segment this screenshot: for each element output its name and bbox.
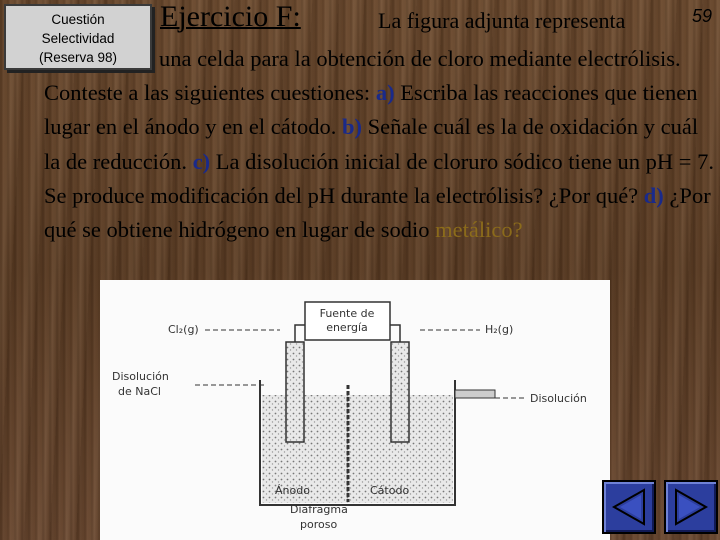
text-part-2: Escriba las reacciones que tienen lugar en el ánodo y en el cátodo. xyxy=(44,80,698,140)
next-slide-button[interactable] xyxy=(664,480,718,534)
label-d: d) xyxy=(643,182,664,208)
electrolysis-diagram xyxy=(100,280,610,540)
outlet-pipe xyxy=(455,390,495,398)
question-text xyxy=(44,42,714,247)
solution-right-label: Disolución xyxy=(530,392,587,405)
text-part-6: metálico? xyxy=(435,217,523,243)
badge-line-2: Selectividad xyxy=(41,31,115,46)
left-triangle-icon xyxy=(604,482,654,532)
diaphragm-label-2: poroso xyxy=(300,518,338,531)
anode-label: Ánodo xyxy=(275,484,310,497)
previous-slide-button[interactable] xyxy=(602,480,656,534)
badge-line-1: Cuestión xyxy=(51,12,105,27)
cl2-label: Cl₂(g) xyxy=(168,323,199,336)
page-number: 59 xyxy=(691,6,712,26)
cathode-electrode xyxy=(391,342,409,442)
text-part-4: La disolución inicial de cloruro sódico tiene un pH = 7. Se produce modificación del pH durante la electrólisis? ¿Por qué? xyxy=(44,148,714,208)
solution-left-label-1: Disolución xyxy=(112,370,169,383)
text-part-5: ¿Por qué se obtiene hidrógeno en lugar de sodio xyxy=(44,182,711,243)
text-part-1: una celda para la obtención de cloro mediante electrólisis. Conteste a las siguientes cuestiones: xyxy=(44,46,681,106)
label-c: c) xyxy=(192,148,211,174)
electrolysis-cell-figure xyxy=(100,280,610,540)
badge-line-3: (Reserva 98) xyxy=(38,50,118,65)
title-continuation: La figura adjunta representa xyxy=(378,8,626,33)
label-a: a) xyxy=(375,80,395,106)
anode-electrode xyxy=(286,342,304,442)
power-source-label-1: Fuente de xyxy=(319,307,375,320)
exercise-title: Ejercicio F: xyxy=(160,0,301,33)
text-part-3: Señale cuál es la de oxidación y cuál la de reducción. xyxy=(44,114,699,174)
h2-label: H₂(g) xyxy=(485,323,514,336)
power-source-label-2: energía xyxy=(326,321,368,334)
right-triangle-icon xyxy=(666,482,716,532)
diaphragm-label-1: Diafragma xyxy=(290,503,348,516)
cathode-label: Cátodo xyxy=(370,484,410,497)
solution-left-label-2: de NaCl xyxy=(118,385,161,398)
label-b: b) xyxy=(342,114,363,140)
